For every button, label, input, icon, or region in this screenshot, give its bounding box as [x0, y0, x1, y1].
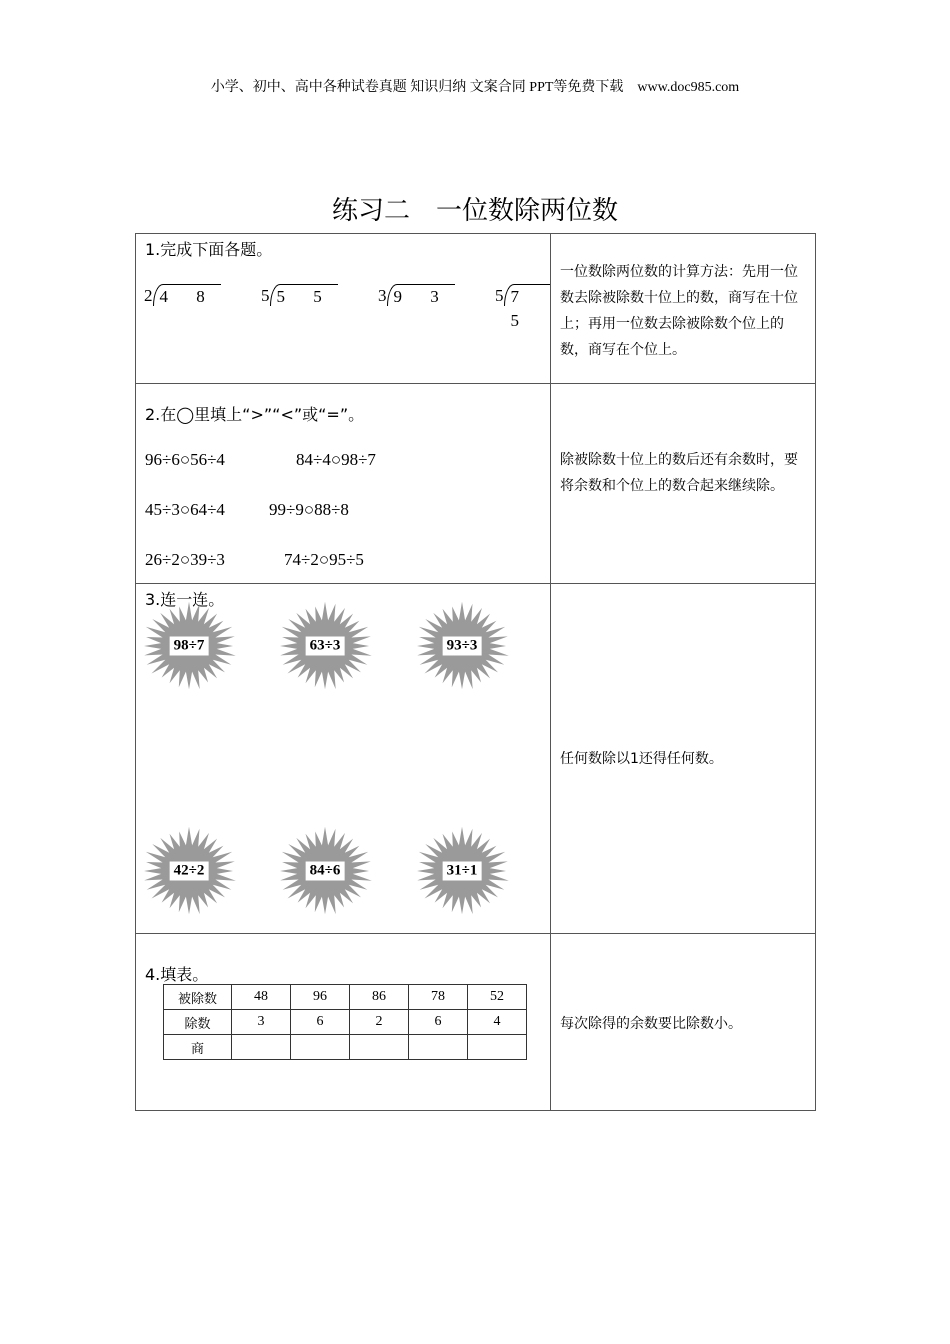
question-4-label: 4.填表。 [145, 965, 209, 984]
remainder-rule-note: 每次除得的余数要比除数小。 [560, 1016, 742, 1032]
starburst-card: 31÷1 [414, 829, 510, 913]
table-row: 商 [164, 1035, 527, 1060]
compare-item: 99÷9○88÷8 [269, 500, 349, 519]
page-header: 小学、初中、高中各种试卷真题 知识归纳 文案合同 PPT等免费下载 www.doc985.com [210, 80, 740, 95]
row-divider [136, 583, 815, 584]
answer-cell[interactable] [232, 1035, 291, 1060]
compare-item: 45÷3○64÷4 [145, 500, 225, 519]
exercise-table [135, 233, 816, 1111]
answer-cell[interactable] [409, 1035, 468, 1060]
table-row: 被除数 48 96 86 78 52 [164, 985, 527, 1010]
compare-item: 74÷2○95÷5 [284, 550, 364, 569]
row-divider [136, 933, 815, 934]
long-division-4: 5 7 5 [495, 284, 550, 306]
compare-item: 96÷6○56÷4 [145, 450, 225, 469]
page-title: 练习二 一位数除两位数 [331, 196, 618, 226]
row-divider [136, 383, 815, 384]
long-division-3: 3 9 3 [378, 284, 455, 306]
question-2-label: 2.在◯里填上“>”“<”或“=”。 [145, 405, 365, 424]
starburst-card: 98÷7 [141, 604, 237, 688]
starburst-card: 93÷3 [414, 604, 510, 688]
starburst-card: 63÷3 [277, 604, 373, 688]
answer-cell[interactable] [291, 1035, 350, 1060]
answer-cell[interactable] [350, 1035, 409, 1060]
question-3-label: 3.连一连。 [145, 590, 225, 609]
starburst-card: 84÷6 [277, 829, 373, 913]
long-division-2: 5 5 5 [261, 284, 338, 306]
column-divider [550, 234, 551, 1110]
long-division-1: 2 4 8 [144, 284, 221, 306]
table-row: 除数 3 6 2 6 4 [164, 1010, 527, 1035]
starburst-card: 42÷2 [141, 829, 237, 913]
remainder-note: 除被除数十位上的数后还有余数时，要将余数和个位上的数合起来继续除。 [560, 452, 798, 494]
compare-item: 84÷4○98÷7 [296, 450, 376, 469]
answer-cell[interactable] [468, 1035, 527, 1060]
question-1-label: 1.完成下面各题。 [145, 240, 273, 259]
compare-item: 26÷2○39÷3 [145, 550, 225, 569]
identity-note: 任何数除以1还得任何数。 [560, 751, 723, 767]
fill-table [163, 984, 527, 1060]
method-note: 一位数除两位数的计算方法：先用一位数去除被除数十位上的数，商写在十位上；再用一位数去除被除数个位上的数，商写在个位上。 [560, 264, 798, 358]
